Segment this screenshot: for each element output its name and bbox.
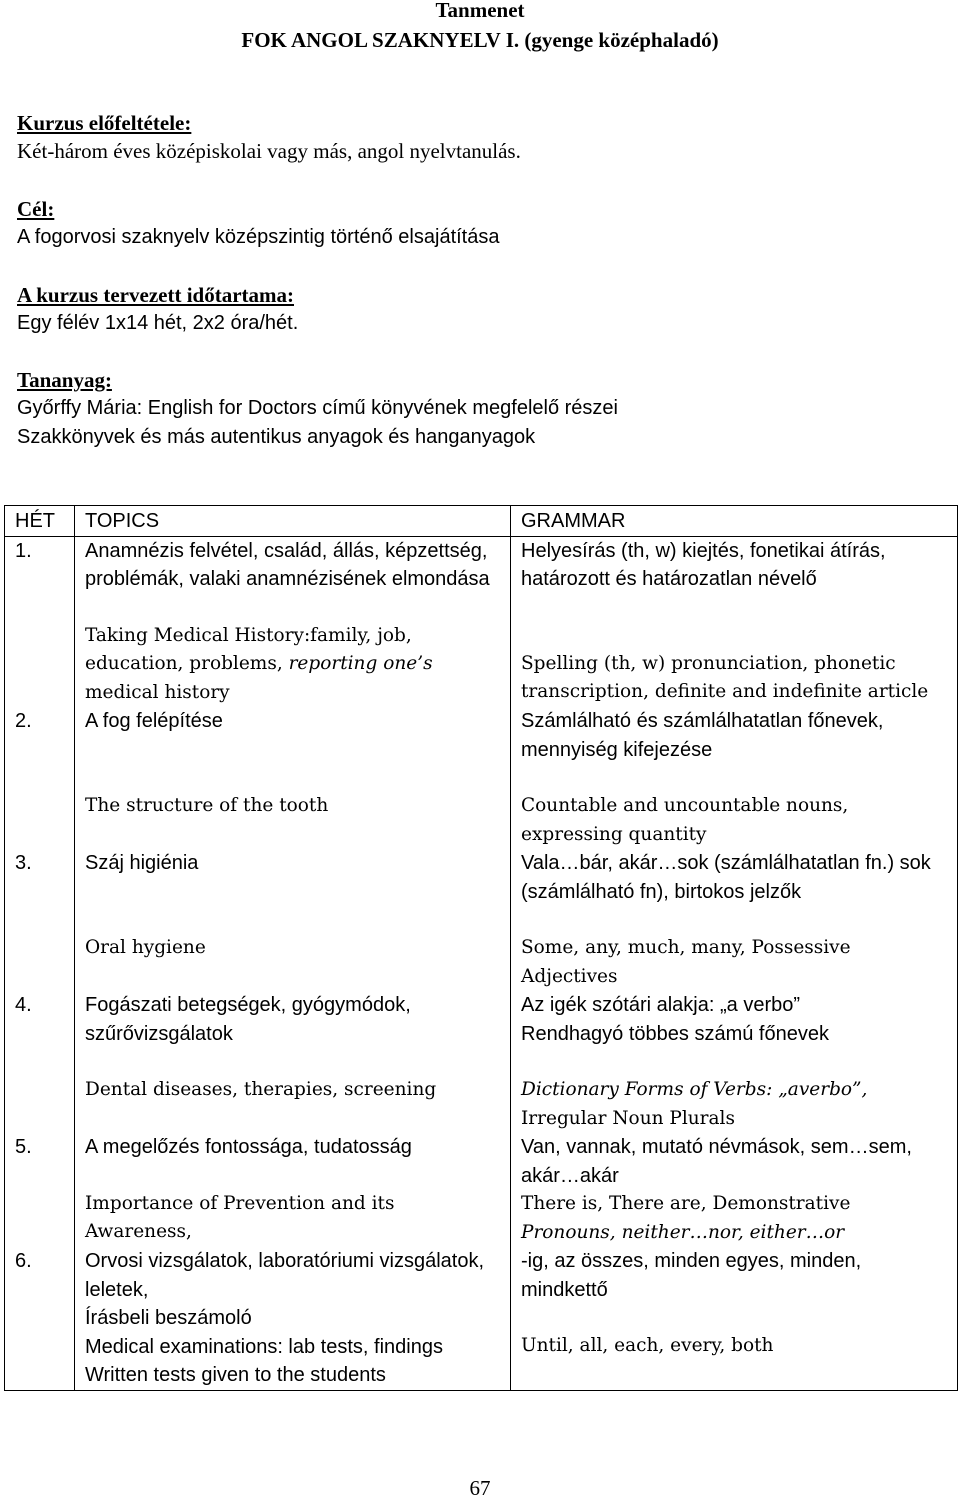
topic-english-line-2: Written tests given to the students bbox=[85, 1364, 386, 1386]
week-number: 1. bbox=[5, 536, 75, 707]
grammar-english: Countable and uncountable nouns, expressing quantity bbox=[521, 795, 849, 845]
grammar-cell bbox=[511, 849, 958, 991]
column-header-week: HÉT bbox=[5, 506, 75, 537]
topic-english: Oral hygiene bbox=[85, 936, 206, 958]
week-number: 3. bbox=[5, 849, 75, 991]
prerequisite-heading: Kurzus előfeltétele: bbox=[17, 111, 192, 135]
grammar-english-italic-text: Dictionary Forms of Verbs: „averbo”, bbox=[521, 1079, 868, 1100]
grammar-english: Some, any, much, many, Possessive Adjectives bbox=[521, 937, 851, 987]
table-row bbox=[5, 707, 958, 849]
document-subtitle: FOK ANGOL SZAKNYELV I. (gyenge középhaladó) bbox=[241, 28, 719, 52]
topic-cell bbox=[75, 1133, 511, 1247]
goal-text: A fogorvosi szaknyelv középszintig történő elsajátítása bbox=[17, 226, 500, 248]
grammar-hungarian: -ig, az összes, minden egyes, minden, mindkettő bbox=[521, 1250, 862, 1301]
topic-hungarian: A fog felépítése bbox=[85, 710, 223, 732]
table-row bbox=[5, 536, 958, 707]
table-row bbox=[5, 1133, 958, 1247]
grammar-english-italic bbox=[521, 1076, 947, 1105]
grammar-english: Until, all, each, every, both bbox=[521, 1335, 774, 1356]
goal-heading: Cél: bbox=[17, 197, 55, 221]
topic-hungarian-line-1: Orvosi vizsgálatok, laboratóriumi vizsgálatok, leletek, bbox=[85, 1250, 485, 1301]
document-title: Tanmenet bbox=[435, 0, 525, 22]
grammar-cell bbox=[511, 1247, 958, 1390]
topic-cell bbox=[75, 991, 511, 1133]
topic-hungarian: Anamnézis felvétel, család, állás, képzettség, problémák, valaki anamnézisének elmondása bbox=[85, 539, 490, 590]
grammar-english-plain: Irregular Noun Plurals bbox=[521, 1107, 735, 1129]
topic-english-plain: Taking Medical History:family, job, education, problems, bbox=[85, 624, 412, 674]
topic-hungarian: A megelőzés fontossága, tudatosság bbox=[85, 1136, 412, 1158]
grammar-english: Spelling (th, w) pronunciation, phonetic transcription, definite and indefinite article bbox=[521, 652, 929, 702]
topic-cell bbox=[75, 536, 511, 707]
grammar-hungarian-line-2: Rendhagyó többes számú főnevek bbox=[521, 1022, 829, 1045]
prerequisite-text: Két-három éves középiskolai vagy más, angol nyelvtanulás. bbox=[17, 139, 521, 163]
material-heading: Tananyag: bbox=[17, 368, 112, 392]
table-header-row bbox=[5, 506, 958, 537]
topic-english-italic: reporting one’s bbox=[288, 653, 433, 674]
grammar-hungarian: Helyesírás (th, w) kiejtés, fonetikai átírás, határozott és határozatlan névelő bbox=[521, 539, 886, 590]
week-number: 5. bbox=[5, 1133, 75, 1247]
week-number: 6. bbox=[5, 1247, 75, 1390]
page-number: 67 bbox=[469, 1476, 491, 1500]
grammar-cell bbox=[511, 536, 958, 707]
grammar-cell bbox=[511, 991, 958, 1133]
topic-hungarian: Száj higiénia bbox=[85, 852, 199, 874]
column-header-grammar: GRAMMAR bbox=[511, 506, 958, 537]
grammar-hungarian: Van, vannak, mutató névmások, sem…sem, akár…akár bbox=[521, 1136, 912, 1187]
topic-english-line-1: Medical examinations: lab tests, findings bbox=[85, 1335, 443, 1358]
topic-cell bbox=[75, 1247, 511, 1390]
topic-cell bbox=[75, 707, 511, 849]
duration-heading: A kurzus tervezett időtartama: bbox=[17, 283, 294, 307]
topic-english: Dental diseases, therapies, screening bbox=[85, 1079, 437, 1100]
topic-english bbox=[85, 622, 500, 708]
grammar-hungarian: Vala…bár, akár…sok (számlálhatatlan fn.) sok (számlálható fn), birtokos jelzők bbox=[521, 852, 931, 903]
syllabus-table bbox=[4, 505, 958, 1391]
topic-english: The structure of the tooth bbox=[85, 794, 329, 816]
table-row bbox=[5, 1247, 958, 1390]
grammar-english bbox=[521, 1190, 947, 1247]
grammar-cell bbox=[511, 707, 958, 849]
grammar-english-italic: Pronouns, neither…nor, either…or bbox=[521, 1221, 845, 1243]
table-row bbox=[5, 849, 958, 991]
topic-hungarian: Fogászati betegségek, gyógymódok, szűrővizsgálatok bbox=[85, 994, 411, 1045]
week-number: 4. bbox=[5, 991, 75, 1133]
grammar-cell bbox=[511, 1133, 958, 1247]
topic-cell bbox=[75, 849, 511, 991]
topic-hungarian-line-2: Írásbeli beszámoló bbox=[85, 1307, 252, 1329]
grammar-english-plain: There is, There are, Demonstrative bbox=[521, 1193, 851, 1214]
column-header-topics: TOPICS bbox=[75, 506, 511, 537]
duration-text: Egy félév 1x14 hét, 2x2 óra/hét. bbox=[17, 312, 299, 334]
topic-english: Importance of Prevention and its Awareness, bbox=[85, 1192, 395, 1242]
material-line-1: Győrffy Mária: English for Doctors című könyvének megfelelő részei bbox=[17, 397, 618, 419]
grammar-hungarian-line-1: Az igék szótári alakja: „a verbo” bbox=[521, 994, 801, 1016]
topic-english-tail: medical history bbox=[85, 681, 230, 703]
grammar-hungarian: Számlálható és számlálhatatlan főnevek, mennyiség kifejezése bbox=[521, 710, 884, 761]
material-line-2: Szakkönyvek és más autentikus anyagok és hanganyagok bbox=[17, 426, 536, 448]
week-number: 2. bbox=[5, 707, 75, 849]
table-row bbox=[5, 991, 958, 1133]
